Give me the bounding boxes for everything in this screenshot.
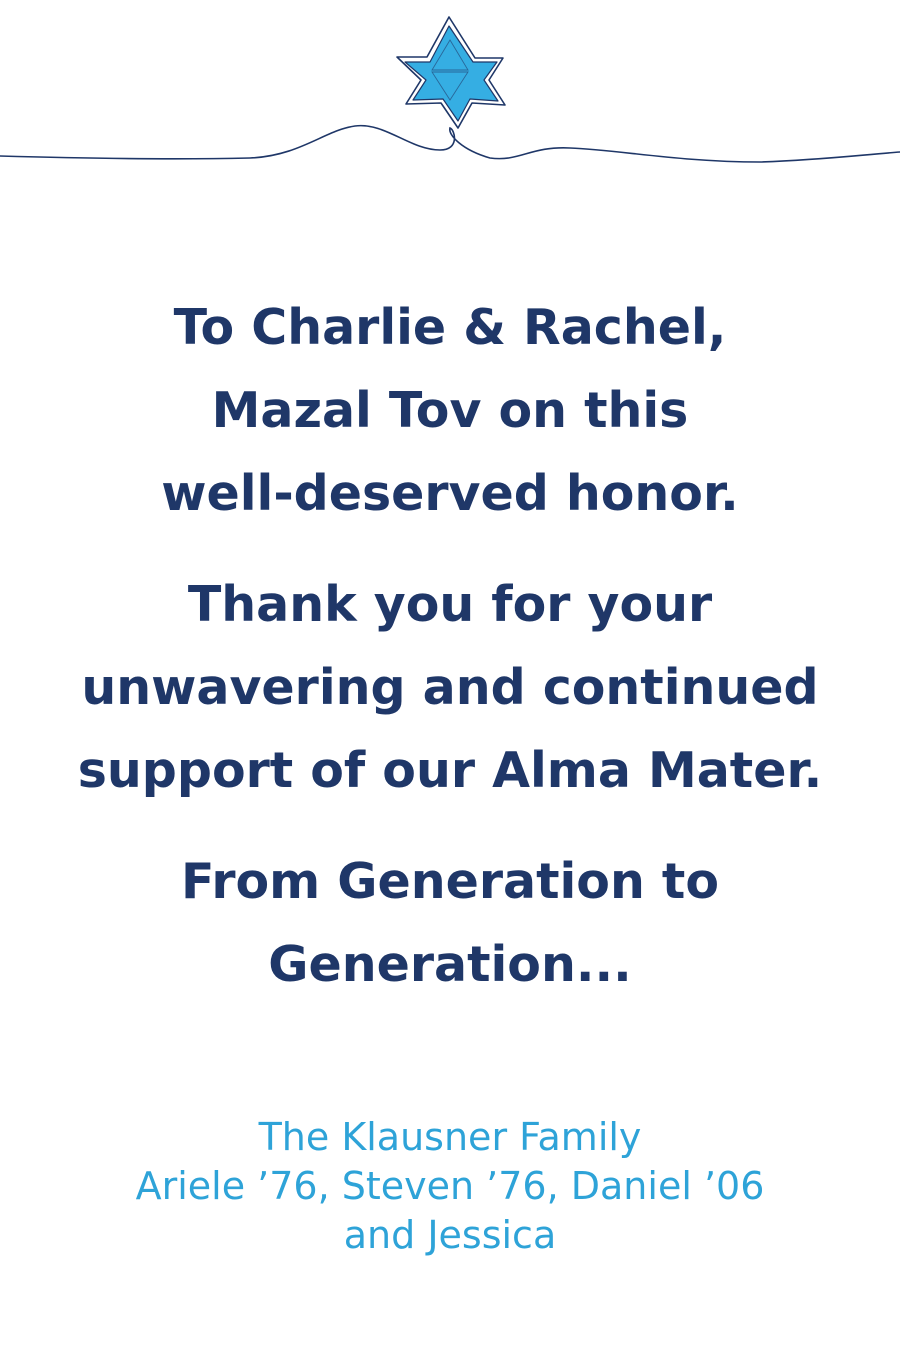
tribute-message — [0, 286, 900, 1006]
family-members-continued: and Jessica — [343, 1213, 557, 1257]
message-line: well-deserved honor. — [161, 465, 739, 522]
family-members: Ariele ’76, Steven ’76, Daniel ’06 — [135, 1164, 765, 1208]
wavy-line — [0, 126, 900, 162]
thanks-paragraph — [0, 563, 900, 812]
message-line: Mazal Tov on this — [211, 382, 689, 439]
signature-block — [0, 1113, 900, 1260]
message-line: From Generation to — [181, 853, 719, 910]
star-of-david-icon — [397, 17, 505, 128]
family-name: The Klausner Family — [258, 1115, 642, 1159]
message-line: unwavering and continued — [81, 659, 819, 716]
closing-paragraph — [0, 840, 900, 1006]
message-line: Generation... — [268, 936, 632, 993]
header-decoration — [0, 0, 900, 180]
message-line: support of our Alma Mater. — [77, 742, 823, 799]
message-line: Thank you for your — [187, 576, 713, 633]
greeting-paragraph — [0, 286, 900, 535]
message-line: To Charlie & Rachel, — [173, 299, 727, 356]
